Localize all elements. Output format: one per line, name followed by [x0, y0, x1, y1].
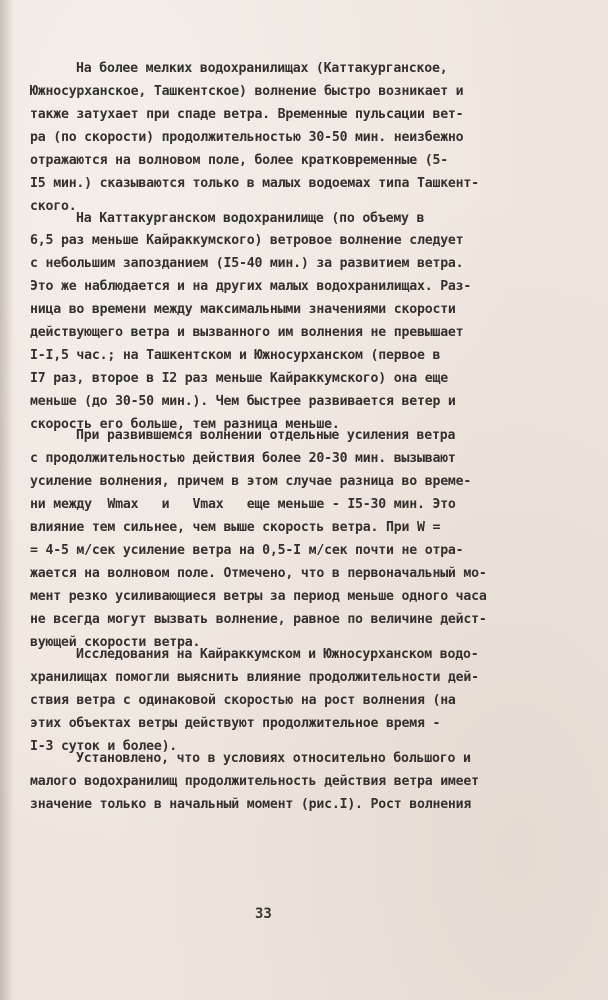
text-line: меньше (до 30-50 мин.). Чем быстрее развивается ветер и — [30, 394, 456, 409]
text-line: этих объектах ветры действуют продолжительное время - — [30, 716, 441, 731]
text-line: с небольшим запозданием (I5-40 мин.) за развитием ветра. — [30, 256, 464, 271]
text-line: не всегда могут вызвать волнение, равное по величине дейст- — [30, 612, 487, 627]
text-line: = 4-5 м/сек усиление ветра на 0,5-I м/сек почти не отра- — [30, 543, 464, 558]
text-line: I-I,5 час.; на Ташкентском и Южносурханском (первое в — [30, 348, 441, 363]
text-line: При развившемся волнении отдельные усиления ветра — [76, 428, 456, 443]
text-line: I7 раз, второе в I2 раз меньше Кайраккумского) она еще — [30, 371, 448, 386]
text-line: Исследования на Кайраккумском и Южносурханском водо- — [76, 647, 479, 662]
text-line: значение только в начальный момент (рис.I). Рост волнения — [30, 797, 472, 812]
text-line: Это же наблюдается и на других малых водохранилищах. Раз- — [30, 279, 472, 294]
text-line: Южносурханское, Ташкентское) волнение быстро возникает и — [30, 84, 464, 99]
text-line: также затухает при спаде ветра. Временные пульсации вет- — [30, 107, 464, 122]
text-line: ница во времени между максимальными значениями скорости — [30, 302, 456, 317]
text-line: ского. — [30, 199, 77, 214]
text-line: На Каттакурганском водохранилище (по объему в — [76, 211, 425, 226]
text-line: I5 мин.) сказываются только в малых водоемах типа Ташкент- — [30, 176, 479, 191]
text-line: мент резко усиливающиеся ветры за период меньше одного часа — [30, 589, 487, 604]
text-line: действующего ветра и вызванного им волнения не превышает — [30, 325, 464, 340]
text-line: скорость его больше, тем разница меньше. — [30, 417, 340, 432]
page-number: 33 — [255, 906, 272, 922]
text-line: ствия ветра с одинаковой скоростью на рост волнения (на — [30, 693, 456, 708]
text-line: с продолжительностью действия более 20-30 мин. вызывают — [30, 451, 456, 466]
text-line: ни между Wmax и Vmax еще меньше - I5-30 мин. Это — [30, 497, 456, 512]
text-line: малого водохранилищ продолжительность действия ветра имеет — [30, 774, 479, 789]
text-line: хранилищах помогли выяснить влияние продолжительности дей- — [30, 670, 479, 685]
text-line: вующей скорости ветра. — [30, 635, 201, 650]
text-line: 6,5 раз меньше Кайраккумского) ветровое волнение следует — [30, 233, 464, 248]
text-line: отражаются на волновом поле, более кратковременные (5- — [30, 153, 448, 168]
text-line: влияние тем сильнее, чем выше скорость ветра. При W = — [30, 520, 441, 535]
text-line: усиление волнения, причем в этом случае разница во време- — [30, 474, 472, 489]
text-line: I-3 суток и более). — [30, 739, 178, 754]
text-line: На более мелких водохранилищах (Каттакурганское, — [76, 61, 448, 76]
text-line: ра (по скорости) продолжительностью 30-50 мин. неизбежно — [30, 130, 464, 145]
text-line: Установлено, что в условиях относительно большого и — [76, 751, 471, 766]
page-edge-shadow — [0, 0, 14, 1000]
text-line: жается на волновом поле. Отмечено, что в первоначальный мо- — [30, 566, 487, 581]
